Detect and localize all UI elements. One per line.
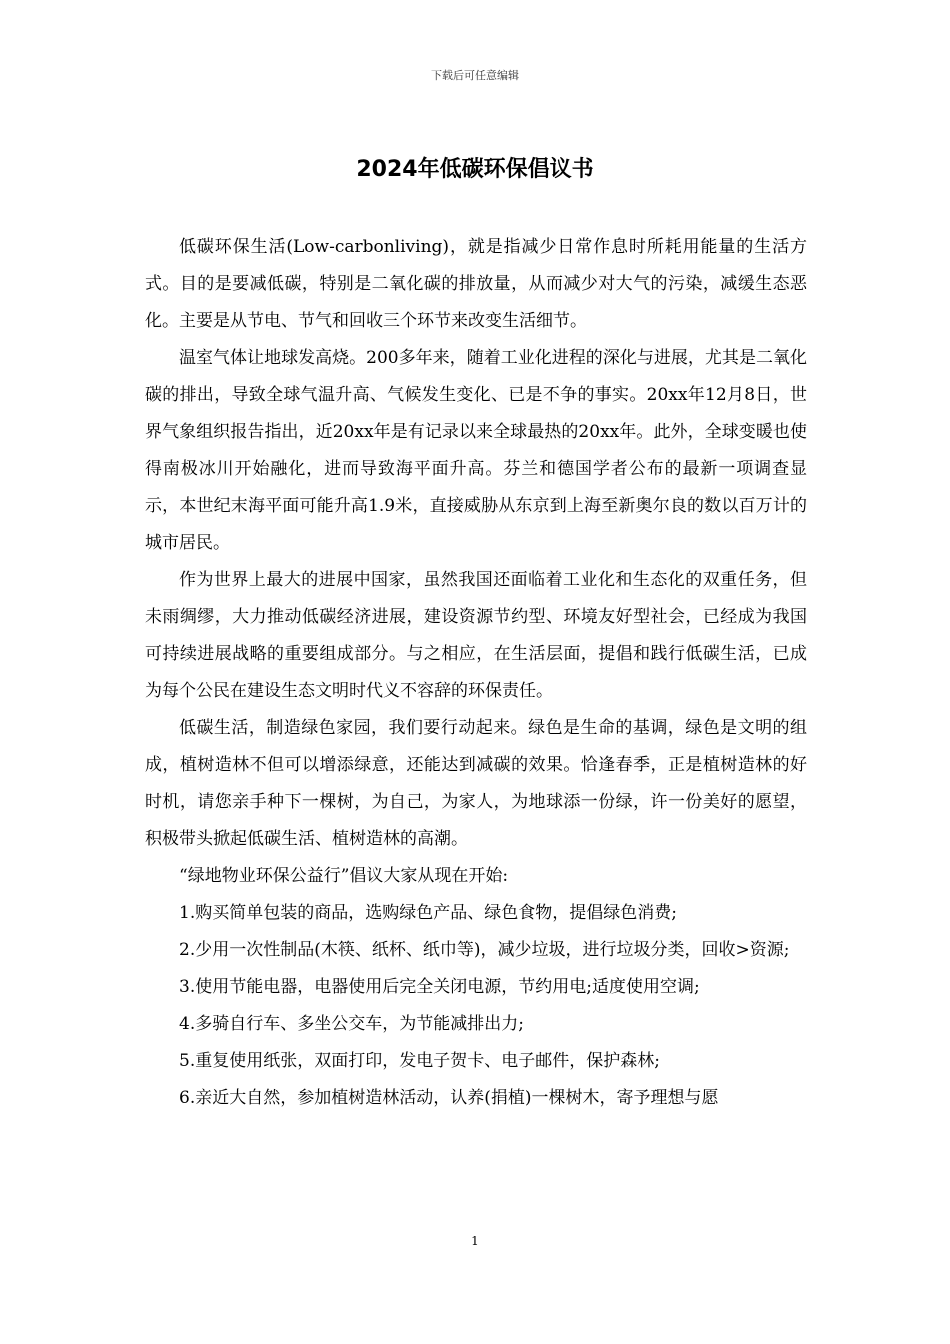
paragraph-greenhouse: 温室气体让地球发高烧。200多年来，随着工业化进程的深化与进展，尤其是二氧化碳的排出，导致全球气温升高、气候发生变化、已是不争的事实。20xx年12月8日，世界气象组织报告指出，近20xx年是有记录以来全球最热的20xx年。此外，全球变暖也使得南极冰川开始融化，进而导致海平面升高。芬兰和德国学者公布的最新一项调查显示，本世纪末海平面可能升高1.9米，直接威胁从东京到上海至新奥尔良的数以百万计的城市居民。 xyxy=(145,348,807,553)
document-title: 2024年低碳环保倡议书 xyxy=(356,157,594,182)
list-item-2: 2.少用一次性制品(木筷、纸杯、纸巾等)，减少垃圾，进行垃圾分类，回收>资源; xyxy=(179,940,790,960)
paragraph-china: 作为世界上最大的进展中国家，虽然我国还面临着工业化和生态化的双重任务，但未雨绸缪，大力推动低碳经济进展，建设资源节约型、环境友好型社会，已经成为我国可持续进展战略的重要组成部分。与之相应，在生活层面，提倡和践行低碳生活，已成为每个公民在建设生态文明时代义不容辞的环保责任。 xyxy=(145,570,807,701)
paragraph-proposal-intro: “绿地物业环保公益行”倡议大家从现在开始: xyxy=(179,866,509,886)
header-note: 下载后可任意编辑 xyxy=(431,69,519,82)
list-item-3: 3.使用节能电器，电器使用后完全关闭电源，节约用电;适度使用空调; xyxy=(179,977,700,997)
page-number: 1 xyxy=(471,1234,479,1248)
list-item-4: 4.多骑自行车、多坐公交车，为节能减排出力; xyxy=(179,1014,524,1034)
list-item-6: 6.亲近大自然，参加植树造林活动，认养(捐植)一棵树木，寄予理想与愿 xyxy=(179,1088,719,1108)
list-item-1: 1.购买简单包装的商品，选购绿色产品、绿色食物，提倡绿色消费; xyxy=(179,903,677,923)
list-item-5: 5.重复使用纸张，双面打印，发电子贺卡、电子邮件，保护森林; xyxy=(179,1051,660,1071)
paragraph-intro: 低碳环保生活(Low-carbonliving)，就是指减少日常作息时所耗用能量的生活方式。目的是要减低碳，特别是二氧化碳的排放量，从而减少对大气的污染，减缓生态恶化。主要是从节电、节气和回收三个环节来改变生活细节。 xyxy=(145,237,807,331)
paragraph-action: 低碳生活，制造绿色家园，我们要行动起来。绿色是生命的基调，绿色是文明的组成，植树造林不但可以增添绿意，还能达到减碳的效果。恰逢春季，正是植树造林的好时机，请您亲手种下一棵树，为自己，为家人，为地球添一份绿，许一份美好的愿望，积极带头掀起低碳生活、植树造林的高潮。 xyxy=(145,718,807,849)
document-body xyxy=(145,229,807,1117)
